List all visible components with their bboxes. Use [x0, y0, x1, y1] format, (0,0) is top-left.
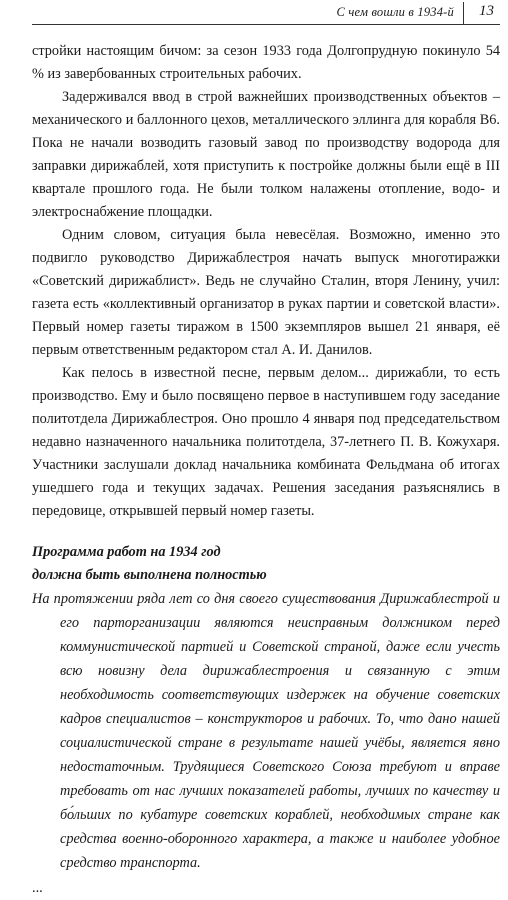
paragraph: Задерживался ввод в строй важнейших производственных объектов – механического и баллонного цехов, металлического эллинга для корабля В6. Пока не начали возводить газовый завод по производству водорода для заправки дирижаблей, хотя приступить к постройке должны были ещё в III квартале прошлого года. Не были толком налажены отопление, водо- и электроснабжение площадки.	[32, 89, 500, 220]
quote-heading	[32, 541, 500, 587]
running-title: С чем вошли в 1934-й	[336, 5, 454, 19]
quote-heading-line: Программа работ на 1934 год	[32, 544, 221, 560]
paragraph: Одним словом, ситуация была невесёлая. Возможно, именно это подвигло руководство Дирижаблестроя начать выпуск многотиражки «Советский дирижаблист». Ведь не случайно Сталин, вторя Ленину, учил: газета есть «коллективный организатор в руках партии и советской власти». Первый номер газеты тиражом в 1500 экземпляров вышел 21 января, её первым ответственным редактором стал А. И. Данилов.	[32, 227, 500, 358]
quote-heading-line: должна быть выполнена полностью	[32, 567, 267, 583]
running-header	[32, 2, 500, 25]
ellipsis: ...	[32, 880, 43, 896]
paragraph: Как пелось в известной песне, первым делом... дирижабли, то есть производство. Ему и было посвящено первое в наступившем году заседание политотдела Дирижаблестроя. Оно прошло 4 января под председательством недавно назначенного начальника политотдела, 37-летнего П. В. Кожухаря. Участники заслушали доклад начальника комбината Фельдмана об итогах ушедшего года и текущих задачах. Решения заседания разъяснялись в передовице, открывшей первый номер газеты.	[32, 365, 500, 519]
page-number: 13	[479, 3, 494, 19]
paragraph-continued: стройки настоящим бичом: за сезон 1933 года Долгопрудную покинуло 54 % из завербованных строительных рабочих.	[32, 43, 500, 82]
quoted-text: На протяжении ряда лет со дня своего существования Дирижаблестрой и его парторганизации являются неисправным должником перед коммунистической партией и Советской страной, даже если учесть всю новизну дела дирижаблестроения и связанную с этим необходимость соответствующих издержек на обучение советских кадров специалистов – конструкторов и рабочих. То, что дано нашей социалистической стране в результате нашей учёбы, является явно недостаточным. Трудящиеся Советского Союза требуют и вправе требовать от нас лучших показателей работы, лучших по качеству и бо́льших по кубатуре советских кораблей, необходимых стране как средства военно-оборонного характера, а также и наиболее удобное средство транспорта.	[32, 591, 500, 871]
header-divider	[463, 2, 464, 24]
page-body	[32, 40, 500, 900]
